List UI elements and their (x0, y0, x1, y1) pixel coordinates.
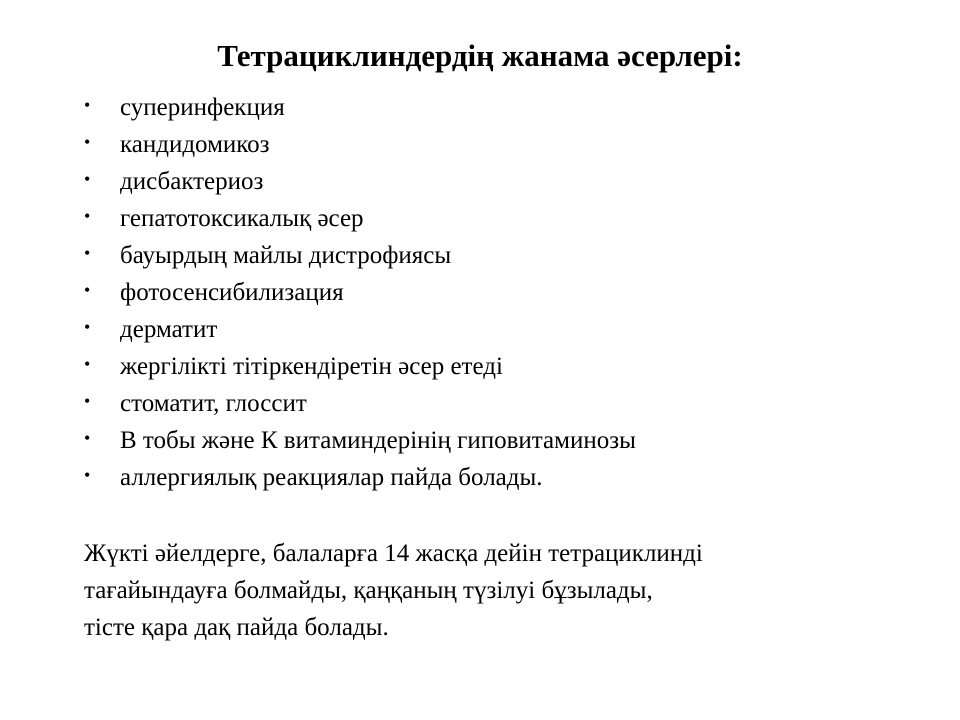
bullet-icon: • (84, 391, 91, 411)
list-item (84, 385, 636, 422)
list-item-text: фотосенсибилизация (120, 279, 344, 306)
list-item (84, 200, 636, 237)
bullet-icon: • (84, 465, 91, 485)
bullet-icon: • (84, 280, 91, 300)
list-item-text: гепатотоксикалық әсер (120, 205, 364, 232)
bullet-icon: • (84, 428, 91, 448)
list-item-text: В тобы және К витаминдерінің гиповитаминозы (120, 427, 636, 454)
list-item-text: аллергиялық реакциялар пайда болады. (120, 464, 543, 491)
note-line: Жүкті әйелдерге, балаларға 14 жасқа дейін тетрациклинді (84, 540, 703, 567)
list-item-text: жергілікті тітіркендіретін әсер етеді (120, 353, 503, 380)
contraindication-note (84, 535, 904, 646)
list-item-text: дисбактериоз (120, 168, 264, 195)
list-item-text: суперинфекция (120, 94, 285, 121)
bullet-icon: • (84, 317, 91, 337)
list-item (84, 422, 636, 459)
bullet-icon: • (84, 132, 91, 152)
note-line: тісте қара дақ пайда болады. (84, 614, 389, 641)
bullet-icon: • (84, 169, 91, 189)
list-item-text: дерматит (120, 316, 218, 343)
side-effects-list (84, 89, 636, 496)
list-item (84, 348, 636, 385)
bullet-icon: • (84, 243, 91, 263)
list-item-text: стоматит, глоссит (120, 390, 307, 417)
bullet-icon: • (84, 206, 91, 226)
list-item (84, 459, 636, 496)
bullet-icon: • (84, 354, 91, 374)
slide-title: Тетрациклиндердің жанама әсерлері: (217, 38, 743, 73)
list-item (84, 311, 636, 348)
list-item (84, 163, 636, 200)
bullet-icon: • (84, 95, 91, 115)
list-item (84, 237, 636, 274)
list-item-text: бауырдың майлы дистрофиясы (120, 242, 452, 269)
list-item (84, 89, 636, 126)
list-item-text: кандидомикоз (120, 131, 270, 158)
note-line: тағайындауға болмайды, қаңқаның түзілуі бұзылады, (84, 577, 653, 604)
list-item (84, 126, 636, 163)
list-item (84, 274, 636, 311)
